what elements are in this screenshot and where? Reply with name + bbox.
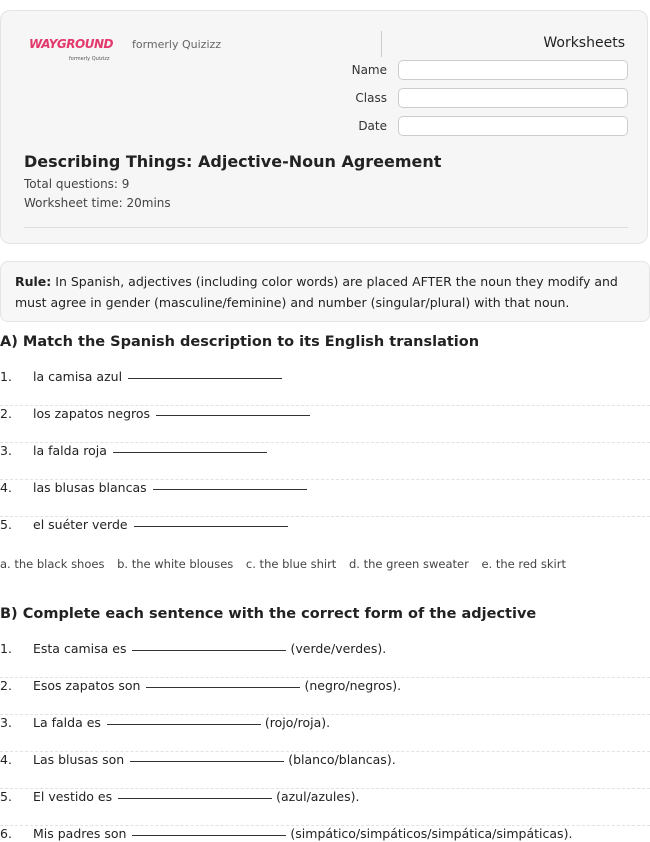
question-row — [0, 715, 650, 752]
question-row — [0, 517, 650, 554]
question-number: 1. — [0, 369, 12, 384]
question-text-line — [33, 789, 359, 804]
question-number: 6. — [0, 826, 12, 841]
question-text-line — [33, 752, 396, 767]
class-label: Class — [355, 91, 387, 105]
question-row — [0, 789, 650, 826]
question-hint: (rojo/roja). — [264, 715, 331, 730]
question-text: el suéter verde — [33, 517, 128, 532]
answer-blank[interactable] — [118, 797, 272, 799]
question-text: Esta camisa es — [33, 641, 127, 656]
option-d: d. the green sweater — [348, 557, 469, 571]
answer-blank[interactable] — [156, 414, 310, 416]
question-text-line — [33, 826, 572, 841]
section-b-title: B) Complete each sentence with the correct form of the adjective — [0, 606, 537, 622]
logo-wordmark: WAYGROUND — [29, 37, 113, 51]
question-row — [0, 480, 650, 517]
question-text: Esos zapatos son — [33, 678, 141, 693]
rule-box — [0, 261, 650, 322]
worksheet-title: Describing Things: Adjective-Noun Agreement — [24, 152, 442, 171]
question-hint: (simpático/simpáticos/simpática/simpáticas). — [290, 826, 573, 841]
formerly-text: formerly Quizizz — [132, 38, 222, 51]
date-field[interactable] — [398, 116, 628, 136]
answer-blank[interactable] — [153, 488, 307, 490]
question-text-line — [33, 406, 314, 421]
question-text: la falda roja — [33, 443, 107, 458]
answer-blank[interactable] — [146, 686, 300, 688]
question-hint: (verde/verdes). — [290, 641, 387, 656]
name-label: Name — [351, 63, 387, 77]
rule-text: In Spanish, adjectives (including color words) are placed AFTER the noun they modify and must agree in gender (masculine/feminine) and number (singular/plural) with that noun. — [15, 274, 618, 310]
rule-label: Rule: — [15, 274, 52, 289]
question-number: 2. — [0, 678, 12, 693]
answer-options — [0, 557, 575, 571]
answer-blank[interactable] — [128, 377, 282, 379]
worksheet-time: Worksheet time: 20mins — [24, 196, 171, 210]
question-row — [0, 443, 650, 480]
question-text: las blusas blancas — [33, 480, 147, 495]
header-divider — [381, 31, 382, 57]
question-number: 3. — [0, 715, 12, 730]
question-number: 2. — [0, 406, 12, 421]
question-text: la camisa azul — [33, 369, 123, 384]
section-a-title: A) Match the Spanish description to its English translation — [0, 334, 480, 350]
class-field[interactable] — [398, 88, 628, 108]
question-text-line — [33, 480, 311, 495]
question-row — [0, 369, 650, 406]
worksheet-header — [0, 10, 648, 244]
question-text-line — [33, 678, 401, 693]
question-text-line — [33, 369, 286, 384]
date-label: Date — [358, 119, 387, 133]
question-hint: (azul/azules). — [276, 789, 360, 804]
brand-title: Worksheets — [543, 35, 625, 51]
logo-subtext: formerly Quizizz — [69, 56, 110, 62]
question-hint: (blanco/blancas). — [288, 752, 396, 767]
question-row — [0, 406, 650, 443]
answer-blank[interactable] — [134, 525, 288, 527]
question-text-line — [33, 443, 271, 458]
question-row — [0, 678, 650, 715]
question-number: 3. — [0, 443, 12, 458]
question-text: El vestido es — [33, 789, 113, 804]
answer-blank[interactable] — [132, 834, 286, 836]
question-number: 5. — [0, 789, 12, 804]
answer-blank[interactable] — [113, 451, 267, 453]
question-row — [0, 826, 650, 842]
question-hint: (negro/negros). — [304, 678, 402, 693]
wayground-logo — [29, 37, 119, 65]
total-questions: Total questions: 9 — [24, 177, 130, 191]
question-number: 5. — [0, 517, 12, 532]
answer-blank[interactable] — [130, 760, 284, 762]
question-text-line — [33, 517, 292, 532]
question-number: 4. — [0, 752, 12, 767]
option-e: e. the red skirt — [481, 557, 566, 571]
question-number: 1. — [0, 641, 12, 656]
question-text-line — [33, 641, 386, 656]
question-text: Mis padres son — [33, 826, 127, 841]
name-field[interactable] — [398, 60, 628, 80]
answer-blank[interactable] — [132, 649, 286, 651]
question-text: La falda es — [33, 715, 101, 730]
question-row — [0, 641, 650, 678]
question-text: Las blusas son — [33, 752, 125, 767]
question-row — [0, 752, 650, 789]
answer-blank[interactable] — [107, 723, 261, 725]
question-number: 4. — [0, 480, 12, 495]
question-text-line — [33, 715, 330, 730]
option-c: c. the blue shirt — [245, 557, 337, 571]
option-b: b. the white blouses — [117, 557, 234, 571]
header-rule — [24, 227, 628, 228]
option-a: a. the black shoes — [0, 557, 105, 571]
question-text: los zapatos negros — [33, 406, 151, 421]
